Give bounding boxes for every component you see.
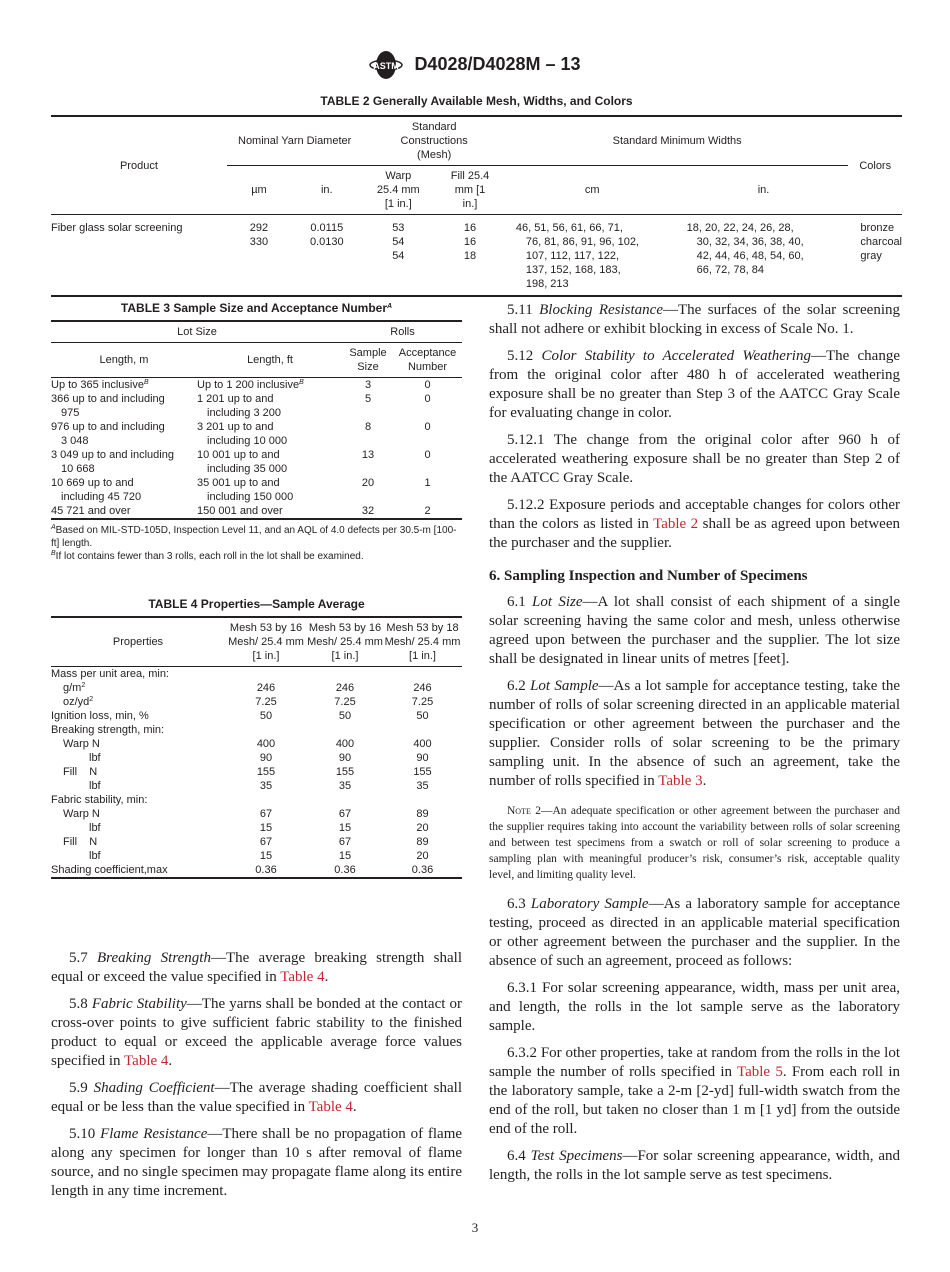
cell-sample-size: 20 (361, 477, 375, 489)
section-title: Flame Resistance (100, 1126, 208, 1142)
cell-property: Warp N (63, 808, 100, 820)
cell-value: 50 (259, 710, 273, 722)
table-link[interactable]: Table 3 (658, 773, 703, 789)
cell-value: 67 (338, 808, 352, 820)
th-rolls: Rolls (390, 326, 415, 338)
cell-value (307, 667, 383, 682)
paragraph-text: —A lot shall consist of each shipment of a single solar screening having the same color and mesh, unless otherwise agreed upon between the purchaser and the supplier. The lot size shall be designated in linear units of metres [feet]. (489, 594, 900, 667)
paragraph-text: —There shall be no propagation of flame along any specimen for longer than 10 s after removal of flame source, and no single specimen may propagate flame along its entire length in any time increment. (51, 1126, 463, 1199)
th-widths: Standard Minimum Widths (612, 135, 742, 147)
cell-value: 400 (335, 738, 355, 750)
cell-value: 15 (338, 822, 352, 834)
section-title: Breaking Strength (97, 950, 211, 966)
table-row (51, 504, 462, 519)
cell-value (225, 667, 307, 682)
cell-value: 67 (259, 836, 273, 848)
cell-value: 7.25 (411, 696, 434, 708)
section-number: 6.1 (507, 594, 526, 610)
cell: 0.0115 (310, 222, 344, 234)
footnote-mark: A (51, 524, 56, 531)
th-fill: Fill 25.4 mm [1 in.] (434, 166, 506, 215)
paragraph-text: —The yarns shall be bonded at the contact or cross-over points to give sufficient fabric stability to the finished product to equal or exceed the applicable average force values specified in (51, 996, 462, 1069)
paragraph-5-11 (489, 301, 900, 339)
cell-value (383, 667, 462, 682)
paragraph-text: —As a lot sample for acceptance testing, take the number of rolls of solar screening directed in an applicable material specification or other agreement between the purchaser and the supplier. Consider rolls of solar screening to be the primary sampling unit. In the absence of such an agreement, take the number of rolls specified in (489, 678, 901, 789)
cell-acceptance: 0 (424, 393, 431, 405)
cell-value: 15 (259, 850, 273, 862)
cell: 30, 32, 34, 36, 38, 40, (696, 236, 804, 248)
cell-value: 0.36 (255, 864, 277, 876)
table-row (51, 807, 462, 821)
cell-property: Shading coefficient,max (51, 864, 168, 876)
cell-property: Ignition loss, min, % (51, 710, 149, 722)
cell-value (225, 793, 307, 807)
cell: 0.0130 (309, 236, 344, 248)
paragraph-text: . (352, 1099, 357, 1115)
cell-value: 0.36 (334, 864, 356, 876)
th-lot-size: Lot Size (177, 326, 217, 338)
cell-value (383, 723, 462, 737)
table-row (51, 476, 462, 504)
paragraph-text: . From each roll in the laboratory sample, take a 2-m [2-yd] full-width swatch from the end of the roll, but taken no closer than 1 m [1 yd] from the outside end of the roll. (489, 1064, 900, 1137)
cell-length-ft-cont: including 150 000 (207, 491, 294, 503)
table-row (51, 695, 462, 709)
th-mesh-2: Mesh 53 by 16 Mesh/ 25.4 mm [1 in.] (307, 617, 383, 667)
cell-length-ft: 10 001 up to and (197, 449, 280, 461)
table-row (51, 681, 462, 695)
cell-value: 67 (338, 836, 352, 848)
section-title: Fabric Stability (91, 996, 187, 1012)
th-warp: Warp 25.4 mm [1 in.] (362, 166, 434, 215)
th-acceptance: Acceptance Number (393, 343, 462, 378)
section-number: 5.12.2 (507, 497, 545, 513)
cell-property: $oz/yd^2$ (63, 696, 94, 708)
table-row (51, 849, 462, 863)
cell-length-m: 976 up to and including (51, 421, 165, 433)
section-number: 5.12.1 (507, 432, 545, 448)
table-row (51, 723, 462, 737)
left-column-text (51, 949, 462, 1209)
section-title: Shading Coefficient (93, 1080, 215, 1096)
cell-value: 246 (256, 682, 276, 694)
paragraph-6-4 (489, 1147, 900, 1185)
cell: 292 (249, 222, 269, 234)
paragraph-5-12 (489, 347, 900, 423)
cell-value: 15 (338, 850, 352, 862)
cell-length-m: 10 669 up to and (51, 477, 134, 489)
cell-length-m: 45 721 and over (51, 505, 131, 517)
cell-value: 35 (416, 780, 429, 792)
table-link[interactable]: Table 4 (308, 1099, 353, 1115)
table-row (51, 765, 462, 779)
cell: 66, 72, 78, 84 (696, 264, 764, 276)
paragraph-6-3-2 (489, 1044, 900, 1139)
note-2 (489, 803, 900, 883)
table-row (51, 821, 462, 835)
table-4-title: TABLE 4 Properties—Sample Average (148, 597, 365, 611)
table-row (51, 737, 462, 751)
table-link[interactable]: Table 5 (736, 1064, 783, 1080)
cell: 18 (463, 250, 477, 262)
footnote-mark: B (51, 550, 56, 557)
paragraph-5-9 (51, 1079, 462, 1117)
paragraph-6-1 (489, 593, 900, 669)
table-row (51, 392, 462, 420)
table-3 (51, 301, 462, 563)
cell-value: 50 (416, 710, 429, 722)
paragraph-text: —For solar screening appearance, width, and length, the rolls in the lot sample serve as test specimens. (489, 1148, 900, 1183)
table-link[interactable]: Table 4 (280, 969, 325, 985)
cell-property: lbf (89, 752, 101, 764)
paragraph-5-12-1 (489, 431, 900, 488)
cell-property: Warp N (63, 738, 100, 750)
cell-acceptance: 0 (424, 449, 431, 461)
cell-length-ft-cont: including 3 200 (207, 407, 282, 419)
th-properties: Properties (51, 617, 225, 667)
cell-property: $g/m^2$ (63, 682, 86, 694)
section-title: Laboratory Sample (530, 896, 649, 912)
th-colors: Colors (859, 159, 892, 172)
table-row (51, 667, 462, 682)
section-number: 5.9 (69, 1080, 88, 1096)
cell-sample-size: 5 (364, 393, 372, 405)
cell-length-m: Up to 365 inclusive$^B$ (51, 379, 149, 391)
cell-length-m-cont: 10 668 (61, 463, 95, 475)
standard-designation: D4028/D4028M – 13 (414, 53, 581, 74)
cell-value: 90 (416, 752, 429, 764)
cell-value: 400 (413, 738, 432, 750)
paragraph-text: . (324, 969, 329, 985)
section-number: 6.4 (507, 1148, 526, 1164)
th-mesh-3: Mesh 53 by 18 Mesh/ 25.4 mm [1 in.] (383, 617, 462, 667)
cell-length-ft: 3 201 up to and (197, 421, 274, 433)
cell-length-m: 366 up to and including (51, 393, 165, 405)
section-title: Lot Size (532, 594, 583, 610)
section-number: 5.10 (69, 1126, 96, 1142)
th-um: µm (227, 166, 291, 215)
section-title: Blocking Resistance (539, 302, 663, 318)
table-3-title (51, 301, 462, 315)
cell-value: 246 (335, 682, 355, 694)
paragraph-text: —The average breaking strength shall equal or exceed the value specified in (51, 950, 463, 985)
th-length-m: Length, m (51, 343, 197, 378)
cell-value: 7.25 (255, 696, 277, 708)
section-number: 5.12 (507, 348, 534, 364)
cell-value: 35 (338, 780, 352, 792)
footnote-b (51, 550, 462, 563)
document-header (0, 50, 950, 80)
section-number: 5.8 (69, 996, 88, 1012)
table-row (51, 793, 462, 807)
paragraph-5-12-2 (489, 496, 900, 553)
cell: 18, 20, 22, 24, 26, 28, (686, 222, 794, 234)
note-label: Note 2 (507, 805, 541, 817)
cell-length-m-cont: 3 048 (61, 435, 89, 447)
footnote-a (51, 524, 462, 550)
cell-value: 155 (335, 766, 355, 778)
section-title: Color Stability to Accelerated Weathering (541, 348, 811, 364)
paragraph-text: —The surfaces of the solar screening shall not adhere or exhibit blocking in excess of Scale No. 1. (489, 302, 900, 337)
cell-value: 246 (413, 682, 432, 694)
section-number: 6.2 (507, 678, 526, 694)
right-column-text (489, 301, 900, 1193)
cell-length-m-cont: 975 (61, 407, 80, 419)
paragraph-text: —As a laboratory sample for acceptance testing, proceed as directed in an applicable material specification or other agreement between the purchaser and the supplier. In the absence of such an agreement, proceed as follows: (489, 896, 901, 969)
paragraph-5-10 (51, 1125, 462, 1201)
paragraph-text: For other properties, take at random from the rolls in the lot sample the number of rolls specified in (489, 1045, 901, 1080)
paragraph-text: . (702, 773, 707, 789)
cell-sample-size: 32 (361, 505, 375, 517)
cell-value: 50 (338, 710, 352, 722)
cell-length-m-cont: including 45 720 (61, 491, 142, 503)
section-number: 6.3 (507, 896, 526, 912)
th-constr: Standard Constructions (Mesh) (400, 121, 468, 161)
cell-property: Fill N (63, 836, 98, 848)
cell: bronze (860, 222, 895, 234)
paragraph-text: The change from the original color after 960 h of accelerated weathering exposure shall be no greater than Step 2 of the AATCC Gray Scale. (489, 432, 900, 486)
cell-value: 0.36 (411, 864, 434, 876)
page-number: 3 (471, 1220, 479, 1235)
cell-length-ft: 150 001 and over (197, 505, 283, 517)
cell: 54 (392, 250, 405, 262)
cell-value: 89 (416, 836, 429, 848)
section-6-heading: 6. Sampling Inspection and Number of Specimens (489, 568, 808, 584)
table-row (51, 835, 462, 849)
cell-value (383, 793, 462, 807)
cell-length-ft: 35 001 up to and (197, 477, 280, 489)
cell-property: Fabric stability, min: (51, 794, 148, 806)
cell: 198, 213 (525, 278, 569, 290)
cell: gray (860, 250, 882, 262)
paragraph-6-2 (489, 677, 900, 791)
table-4 (51, 597, 462, 879)
table-2 (51, 94, 902, 297)
cell-value (307, 723, 383, 737)
cell: 54 (392, 236, 405, 248)
table-row (51, 215, 902, 297)
th-yarn: Nominal Yarn Diameter (238, 135, 352, 147)
footnote-text: Based on MIL-STD-105D, Inspection Level 11, and an AQL of 4.0 defects per 30.5-m [100-ft] length. (51, 525, 457, 549)
cell-acceptance: 0 (424, 421, 431, 433)
paragraph-text: Exposure periods and acceptable changes for colors other than the colors as listed in (489, 497, 901, 532)
section-number: 5.7 (69, 950, 88, 966)
table-row (51, 751, 462, 765)
cell-length-ft: Up to 1 200 inclusive$^B$ (197, 379, 304, 391)
paragraph-text: —The average shading coefficient shall equal or be less than the value specified in (51, 1080, 463, 1115)
th-mesh-1: Mesh 53 by 16 Mesh/ 25.4 mm [1 in.] (225, 617, 307, 667)
cell-acceptance: 2 (424, 505, 431, 517)
th-length-ft: Length, ft (197, 343, 343, 378)
cell-length-ft: 1 201 up to and (197, 393, 274, 405)
th-sample-size: Sample Size (343, 343, 393, 378)
table-2-title: TABLE 2 Generally Available Mesh, Widths, and Colors (320, 94, 633, 108)
cell-value: 155 (256, 766, 276, 778)
cell: 42, 44, 46, 48, 54, 60, (696, 250, 804, 262)
title-text: TABLE 3 Sample Size and Acceptance Number (120, 301, 387, 315)
table-row (51, 863, 462, 878)
cell-value: 155 (413, 766, 432, 778)
table-row (51, 709, 462, 723)
table-link[interactable]: Table 4 (124, 1053, 169, 1069)
cell-property: Mass per unit area, min: (51, 668, 169, 680)
cell-property: Breaking strength, min: (51, 724, 165, 736)
cell: 53 (392, 222, 405, 234)
cell-length-ft-cont: including 10 000 (207, 435, 288, 447)
cell-value: 7.25 (334, 696, 356, 708)
th-in: in. (291, 166, 362, 215)
cell: 137, 152, 168, 183, (525, 264, 621, 276)
cell-sample-size: 8 (364, 421, 372, 433)
svg-text:ASTM: ASTM (373, 61, 400, 71)
cell-value: 15 (259, 822, 273, 834)
section-number: 6.3.1 (507, 980, 537, 996)
astm-logo-icon (369, 50, 403, 80)
cell-acceptance: 0 (424, 379, 431, 391)
footnote-mark: A (387, 303, 393, 310)
paragraph-text: —The change from the original color after 480 h of accelerated weathering exposure shall be no greater than Step 3 of the AATCC Gray Scale for evaluating change in color. (489, 348, 900, 421)
cell-value: 90 (259, 752, 273, 764)
cell-length-ft-cont: including 35 000 (207, 463, 288, 475)
cell: 330 (249, 236, 269, 248)
paragraph-text: shall be as agreed upon between the purchaser and the supplier. (489, 516, 900, 551)
footnote-text: If lot contains fewer than 3 rolls, each roll in the lot shall be examined. (55, 551, 364, 562)
paragraph-5-8 (51, 995, 462, 1071)
table-link[interactable]: Table 2 (653, 516, 699, 532)
paragraph-6-3-1 (489, 979, 900, 1036)
cell-value: 67 (259, 808, 273, 820)
section-number: 5.11 (507, 302, 533, 318)
cell-property: lbf (89, 822, 101, 834)
cell-value (307, 793, 383, 807)
cell-value: 90 (338, 752, 352, 764)
cell: 16 (463, 236, 477, 248)
cell-property: lbf (89, 850, 101, 862)
paragraph-text: For solar screening appearance, width, mass per unit area, and length, the rolls in the lot sample serve as the laboratory sample. (489, 980, 900, 1034)
cell-value: 400 (256, 738, 276, 750)
section-title: Test Specimens (530, 1148, 623, 1164)
cell-length-m: 3 049 up to and including (51, 449, 174, 461)
cell: 107, 112, 117, 122, (525, 250, 620, 262)
table-row (51, 448, 462, 476)
cell-acceptance: 1 (424, 477, 431, 489)
cell: charcoal (860, 236, 902, 248)
paragraph-text: . (168, 1053, 173, 1069)
cell: 46, 51, 56, 61, 66, 71, (515, 222, 623, 234)
cell-sample-size: 13 (361, 449, 375, 461)
section-title: Lot Sample (530, 678, 599, 694)
table-row (51, 779, 462, 793)
th-product: Product (119, 159, 158, 172)
cell: 16 (463, 222, 477, 234)
table-row (51, 378, 462, 393)
cell-value: 89 (416, 808, 429, 820)
cell-value: 35 (259, 780, 273, 792)
cell-value: 20 (416, 822, 429, 834)
table-row (51, 420, 462, 448)
cell-value: 20 (416, 850, 429, 862)
th-cm: cm (506, 166, 679, 215)
cell-value (225, 723, 307, 737)
paragraph-6-3 (489, 895, 900, 971)
cell-property: Fill N (63, 766, 98, 778)
th-width-in: in. (679, 166, 849, 215)
cell-property: lbf (89, 780, 101, 792)
paragraph-5-7 (51, 949, 462, 987)
cell-product: Fiber glass solar screening (51, 222, 183, 234)
cell: 76, 81, 86, 91, 96, 102, (525, 236, 639, 248)
section-number: 6.3.2 (507, 1045, 537, 1061)
cell-sample-size: 3 (364, 379, 372, 391)
note-text: —An adequate specification or other agreement between the purchaser and the supplier requires taking into account the variability between rolls of solar screening and between test specimens from a swatch or roll of solar screening to produce a sampling plan with meaningful producer’s risk, consumer’s risk, acceptable quality level, and limiting quality level. (489, 805, 900, 881)
